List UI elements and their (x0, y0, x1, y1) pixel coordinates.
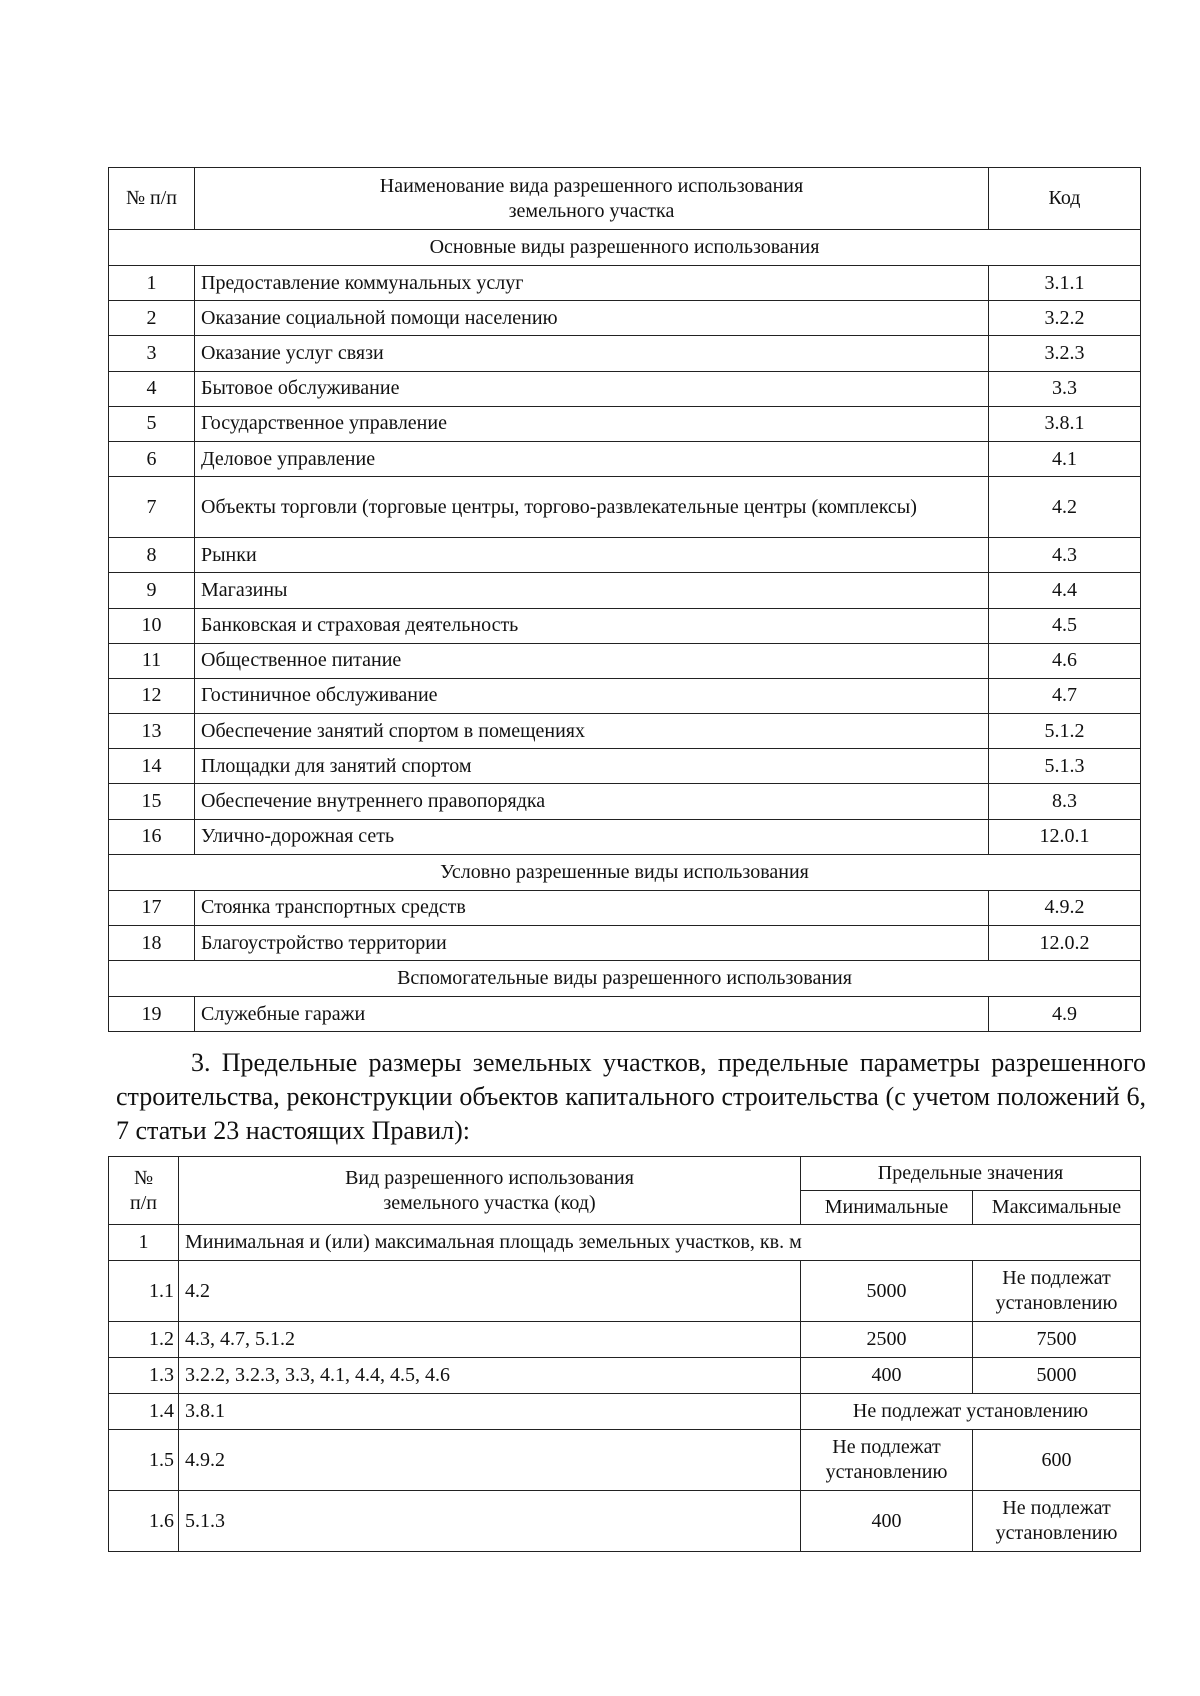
row-max-line1: Не подлежат (1002, 1497, 1111, 1519)
row-name: Рынки (195, 538, 989, 573)
header-name-line2: земельного участка (код) (383, 1191, 596, 1214)
row-code: 8.3 (989, 784, 1141, 819)
row-num: 2 (109, 301, 195, 336)
row-codes: 4.3, 4.7, 5.1.2 (179, 1322, 801, 1358)
table-row (109, 573, 1141, 608)
header-min: Минимальные (801, 1191, 973, 1225)
row-min-line2: установлению (825, 1461, 948, 1483)
table-row (109, 997, 1141, 1032)
row-code: 12.0.2 (989, 926, 1141, 961)
row-name: Бытовое обслуживание (195, 371, 989, 406)
header-num: № п/п (109, 168, 195, 230)
table-row (109, 714, 1141, 749)
row-name: Стоянка транспортных средств (195, 890, 989, 925)
row-num: 9 (109, 573, 195, 608)
row-num: 18 (109, 926, 195, 961)
row-codes: 3.2.2, 3.2.3, 3.3, 4.1, 4.4, 4.5, 4.6 (179, 1358, 801, 1394)
row-name: Государственное управление (195, 406, 989, 441)
table-row (109, 784, 1141, 819)
row-max-line2: установлению (995, 1522, 1118, 1544)
header-num-line1: № (133, 1166, 154, 1189)
row-code: 4.9 (989, 997, 1141, 1032)
section-conditional-title: Условно разрешенные виды использования (109, 854, 1141, 890)
table-row (109, 819, 1141, 854)
row-name: Магазины (195, 573, 989, 608)
row-num: 6 (109, 441, 195, 476)
group-title: Минимальная и (или) максимальная площадь земельных участков, кв. м (179, 1225, 1141, 1261)
row-num: 1.4 (109, 1394, 179, 1430)
group-num: 1 (109, 1225, 179, 1261)
table-row (109, 336, 1141, 371)
row-code: 4.5 (989, 608, 1141, 643)
row-name: Предоставление коммунальных услуг (195, 266, 989, 301)
row-code: 5.1.2 (989, 714, 1141, 749)
row-code: 3.2.2 (989, 301, 1141, 336)
section-3-paragraph: 3. Предельные размеры земельных участков, предельные параметры разрешенного строительства, реконструкции объектов капитального строительства (с учетом положений 6, 7 статьи 23 настоящих Правил): (116, 1048, 1146, 1145)
table-row (109, 1261, 1141, 1322)
row-max: 5000 (973, 1358, 1141, 1394)
row-codes: 4.2 (179, 1261, 801, 1322)
row-codes: 3.8.1 (179, 1394, 801, 1430)
row-max-line1: Не подлежат (1002, 1267, 1111, 1289)
table-row (109, 608, 1141, 643)
table-row (109, 1430, 1141, 1491)
table-row (109, 749, 1141, 784)
table-row (109, 441, 1141, 476)
header-num (109, 1157, 179, 1225)
row-code: 4.7 (989, 678, 1141, 713)
limits-table (108, 1156, 1141, 1552)
table-row (109, 678, 1141, 713)
header-limits: Предельные значения (801, 1157, 1141, 1191)
row-num: 1.5 (109, 1430, 179, 1491)
row-name: Служебные гаражи (195, 997, 989, 1032)
table-row (109, 301, 1141, 336)
row-num: 8 (109, 538, 195, 573)
row-min-line1: Не подлежат (832, 1436, 941, 1458)
table-row (109, 1394, 1141, 1430)
row-num: 16 (109, 819, 195, 854)
table-row (109, 926, 1141, 961)
row-code: 3.2.3 (989, 336, 1141, 371)
table-row (109, 477, 1141, 538)
header-name-line1: Наименование вида разрешенного использования (379, 174, 804, 197)
table-row (109, 1358, 1141, 1394)
row-name: Банковская и страховая деятельность (195, 608, 989, 643)
row-max-line2: установлению (995, 1292, 1118, 1314)
table-row (109, 266, 1141, 301)
row-name: Деловое управление (195, 441, 989, 476)
row-num: 1.6 (109, 1491, 179, 1552)
table-row (109, 890, 1141, 925)
table-row (109, 1322, 1141, 1358)
row-name: Улично-дорожная сеть (195, 819, 989, 854)
row-num: 3 (109, 336, 195, 371)
table-row (109, 1491, 1141, 1552)
header-name (179, 1157, 801, 1225)
row-num: 7 (109, 477, 195, 538)
row-max: 7500 (973, 1322, 1141, 1358)
row-num: 10 (109, 608, 195, 643)
header-name (195, 168, 989, 230)
row-num: 19 (109, 997, 195, 1032)
header-code: Код (989, 168, 1141, 230)
row-num: 1.1 (109, 1261, 179, 1322)
section-row (109, 854, 1141, 890)
row-max (973, 1491, 1141, 1552)
row-code: 4.1 (989, 441, 1141, 476)
table-row (109, 371, 1141, 406)
row-name: Обеспечение внутреннего правопорядка (195, 784, 989, 819)
section-row (109, 230, 1141, 266)
table-header-row (109, 1157, 1141, 1191)
row-code: 3.1.1 (989, 266, 1141, 301)
row-code: 3.3 (989, 371, 1141, 406)
header-max: Максимальные (973, 1191, 1141, 1225)
row-name: Площадки для занятий спортом (195, 749, 989, 784)
section-auxiliary-title: Вспомогательные виды разрешенного использования (109, 961, 1141, 997)
row-merged-value: Не подлежат установлению (801, 1394, 1141, 1430)
row-num: 17 (109, 890, 195, 925)
row-min: 2500 (801, 1322, 973, 1358)
table-row (109, 538, 1141, 573)
row-num: 15 (109, 784, 195, 819)
row-code: 4.9.2 (989, 890, 1141, 925)
permitted-use-table (108, 167, 1141, 1032)
row-name: Объекты торговли (торговые центры, торгово-развлекательные центры (комплексы) (195, 477, 989, 538)
row-num: 5 (109, 406, 195, 441)
header-num-line2: п/п (130, 1191, 157, 1214)
section-main-title: Основные виды разрешенного использования (109, 230, 1141, 266)
row-num: 1 (109, 266, 195, 301)
row-min: 400 (801, 1358, 973, 1394)
row-num: 1.2 (109, 1322, 179, 1358)
row-min: 400 (801, 1491, 973, 1552)
row-name: Общественное питание (195, 643, 989, 678)
row-num: 12 (109, 678, 195, 713)
group-row (109, 1225, 1141, 1261)
row-name: Гостиничное обслуживание (195, 678, 989, 713)
row-max: 600 (973, 1430, 1141, 1491)
row-code: 4.2 (989, 477, 1141, 538)
row-num: 4 (109, 371, 195, 406)
row-min: 5000 (801, 1261, 973, 1322)
row-codes: 5.1.3 (179, 1491, 801, 1552)
row-code: 3.8.1 (989, 406, 1141, 441)
row-max (973, 1261, 1141, 1322)
row-name: Благоустройство территории (195, 926, 989, 961)
table-row (109, 643, 1141, 678)
row-num: 14 (109, 749, 195, 784)
row-min (801, 1430, 973, 1491)
row-num: 1.3 (109, 1358, 179, 1394)
row-code: 4.3 (989, 538, 1141, 573)
row-codes: 4.9.2 (179, 1430, 801, 1491)
row-num: 11 (109, 643, 195, 678)
row-name: Обеспечение занятий спортом в помещениях (195, 714, 989, 749)
table-header-row (109, 168, 1141, 230)
row-code: 5.1.3 (989, 749, 1141, 784)
row-name: Оказание социальной помощи населению (195, 301, 989, 336)
header-name-line1: Вид разрешенного использования (345, 1166, 634, 1189)
row-code: 4.4 (989, 573, 1141, 608)
row-name: Оказание услуг связи (195, 336, 989, 371)
row-code: 12.0.1 (989, 819, 1141, 854)
table-row (109, 406, 1141, 441)
header-name-line2: земельного участка (508, 199, 675, 222)
section-row (109, 961, 1141, 997)
row-num: 13 (109, 714, 195, 749)
row-code: 4.6 (989, 643, 1141, 678)
